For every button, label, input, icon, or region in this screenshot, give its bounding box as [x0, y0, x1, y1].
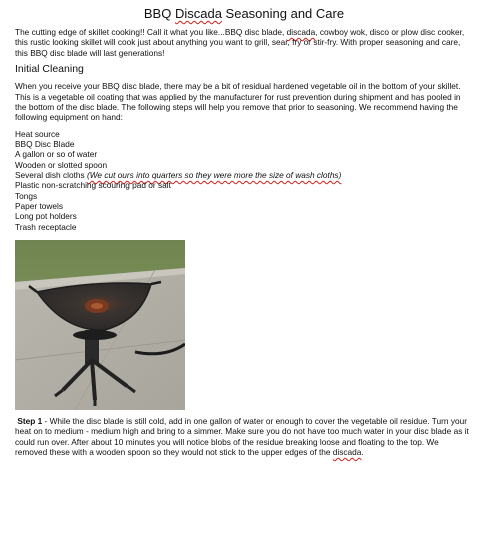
- list-item: Wooden or slotted spoon: [15, 159, 108, 170]
- document-page: [0, 6, 487, 535]
- step1-label: Step 1: [17, 415, 43, 426]
- list-item: Several dish cloths (We cut ours into quarters so they were more the size of wash cloths): [15, 170, 342, 181]
- list-item: Heat source: [15, 128, 60, 139]
- intro-paragraph: The cutting edge of skillet cooking!! Call it what you like...BBQ disc blade, discada, cowboy wok, disco or plow disc cooker, this rustic looking skillet will cook just about anything you want to grill, sear, fry or stir-fry. With proper seasoning and care, this BBQ disc blade will last generations!: [15, 27, 465, 58]
- disc-blade-photo: [15, 240, 185, 410]
- dish-cloth-note: (We cut ours into quarters so they were more the size of wash cloths): [86, 170, 342, 181]
- equipment-list: [15, 129, 473, 232]
- title-suffix: Seasoning and Care: [221, 6, 345, 21]
- title-flagged-word: Discada: [174, 6, 222, 21]
- step1-paragraph: Step 1 - While the disc blade is still cold, add in one gallon of water or enough to cover the vegetable oil residue. Turn your heat on to medium - medium high and bring to a simmer. Make sure you do not have too much water in your disc blade as it could run over. After about 10 minutes you will notice blobs of the residue breaking loose and floating to the top. We removed these with a wooden spoon so they would not stick to the upper edges of the discada.: [15, 415, 469, 458]
- title-prefix: BBQ: [143, 6, 175, 21]
- list-item: Long pot holders: [15, 211, 77, 222]
- list-item: Plastic non-scratching scouring pad or salt: [15, 180, 171, 191]
- step1-flagged-word: discada: [332, 447, 362, 458]
- list-item: Trash receptacle: [15, 221, 77, 232]
- page-title: [15, 6, 473, 21]
- list-item: Paper towels: [15, 200, 63, 211]
- cleaning-paragraph: When you receive your BBQ disc blade, there may be a bit of residual hardened vegetable oil in the bottom of your skillet. This is a vegetable oil coating that was applied by the manufacturer for rust prevention during shipment and has pooled in the bottom of the disc blade. The following steps will help you remove that prior to seasoning. We recommend having the following equipment on hand:: [15, 81, 461, 123]
- section-heading: Initial Cleaning: [15, 63, 84, 76]
- list-item: BBQ Disc Blade: [15, 139, 75, 150]
- intro-flagged-word: discada: [286, 27, 316, 37]
- list-item: Tongs: [15, 190, 38, 201]
- disc-blade-photo-icon: [15, 240, 185, 410]
- list-item: A gallon or so of water: [15, 149, 98, 160]
